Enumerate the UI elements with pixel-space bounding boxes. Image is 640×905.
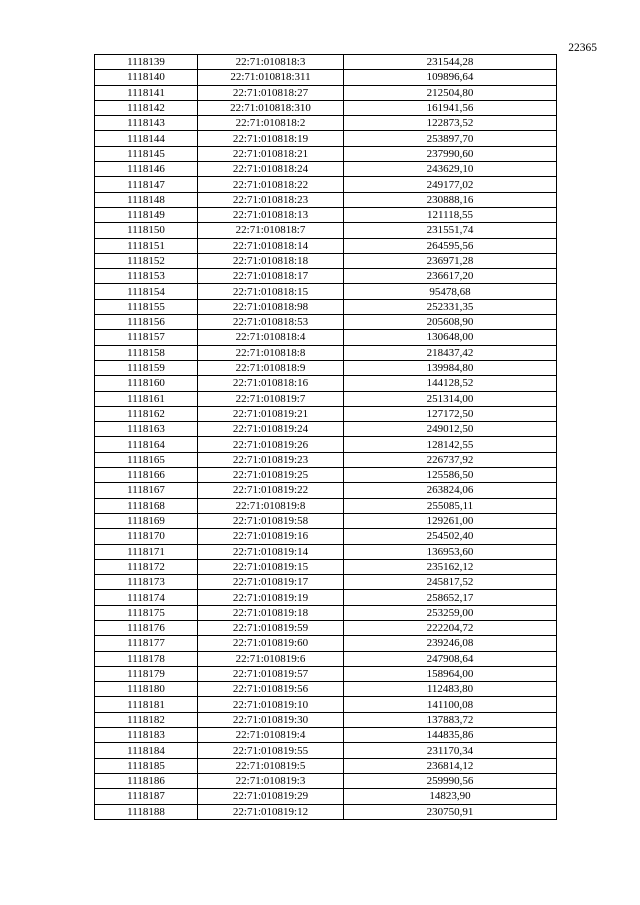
cadastral-number-cell: 22:71:010818:21 xyxy=(198,146,344,161)
table-row xyxy=(95,468,557,483)
table-row xyxy=(95,758,557,773)
table-row xyxy=(95,422,557,437)
row-number-cell: 1118151 xyxy=(95,238,198,253)
cadastral-value-cell: 254502,40 xyxy=(344,529,557,544)
row-number-cell: 1118166 xyxy=(95,468,198,483)
table-row xyxy=(95,712,557,727)
row-number-cell: 1118153 xyxy=(95,269,198,284)
row-number-cell: 1118161 xyxy=(95,391,198,406)
row-number-cell: 1118184 xyxy=(95,743,198,758)
row-number-cell: 1118185 xyxy=(95,758,198,773)
cadastral-value-cell: 130648,00 xyxy=(344,330,557,345)
row-number-cell: 1118144 xyxy=(95,131,198,146)
cadastral-number-cell: 22:71:010819:55 xyxy=(198,743,344,758)
cadastral-number-cell: 22:71:010819:4 xyxy=(198,728,344,743)
row-number-cell: 1118157 xyxy=(95,330,198,345)
cadastral-number-cell: 22:71:010818:98 xyxy=(198,299,344,314)
row-number-cell: 1118182 xyxy=(95,712,198,727)
cadastral-number-cell: 22:71:010819:58 xyxy=(198,513,344,528)
cadastral-value-cell: 158964,00 xyxy=(344,666,557,681)
cadastral-number-cell: 22:71:010818:15 xyxy=(198,284,344,299)
row-number-cell: 1118149 xyxy=(95,207,198,222)
table-row xyxy=(95,804,557,819)
table-row xyxy=(95,85,557,100)
table-row xyxy=(95,437,557,452)
cadastral-value-cell: 121118,55 xyxy=(344,207,557,222)
cadastral-value-cell: 235162,12 xyxy=(344,559,557,574)
cadastral-value-cell: 249177,02 xyxy=(344,177,557,192)
cadastral-number-cell: 22:71:010818:27 xyxy=(198,85,344,100)
table-row xyxy=(95,682,557,697)
row-number-cell: 1118187 xyxy=(95,789,198,804)
table-row xyxy=(95,636,557,651)
table-row xyxy=(95,177,557,192)
cadastral-number-cell: 22:71:010819:16 xyxy=(198,529,344,544)
cadastral-number-cell: 22:71:010819:14 xyxy=(198,544,344,559)
row-number-cell: 1118168 xyxy=(95,498,198,513)
cadastral-value-cell: 139984,80 xyxy=(344,360,557,375)
table-row xyxy=(95,544,557,559)
table-row xyxy=(95,529,557,544)
cadastral-value-cell: 122873,52 xyxy=(344,116,557,131)
cadastral-number-cell: 22:71:010819:25 xyxy=(198,468,344,483)
table-row xyxy=(95,391,557,406)
cadastral-number-cell: 22:71:010819:22 xyxy=(198,483,344,498)
cadastral-value-cell: 161941,56 xyxy=(344,100,557,115)
cadastral-number-cell: 22:71:010819:29 xyxy=(198,789,344,804)
table-row xyxy=(95,116,557,131)
table-row xyxy=(95,55,557,70)
cadastral-value-cell: 263824,06 xyxy=(344,483,557,498)
cadastral-number-cell: 22:71:010819:21 xyxy=(198,406,344,421)
cadastral-value-cell: 141100,08 xyxy=(344,697,557,712)
cadastral-number-cell: 22:71:010818:311 xyxy=(198,70,344,85)
page-number: 22365 xyxy=(568,42,597,54)
cadastral-number-cell: 22:71:010818:310 xyxy=(198,100,344,115)
row-number-cell: 1118186 xyxy=(95,773,198,788)
cadastral-number-cell: 22:71:010819:59 xyxy=(198,620,344,635)
cadastral-value-cell: 137883,72 xyxy=(344,712,557,727)
cadastral-number-cell: 22:71:010819:10 xyxy=(198,697,344,712)
cadastral-number-cell: 22:71:010818:19 xyxy=(198,131,344,146)
cadastral-number-cell: 22:71:010818:8 xyxy=(198,345,344,360)
table-row xyxy=(95,743,557,758)
row-number-cell: 1118146 xyxy=(95,162,198,177)
cadastral-value-cell: 247908,64 xyxy=(344,651,557,666)
row-number-cell: 1118164 xyxy=(95,437,198,452)
row-number-cell: 1118163 xyxy=(95,422,198,437)
row-number-cell: 1118139 xyxy=(95,55,198,70)
row-number-cell: 1118165 xyxy=(95,452,198,467)
table-row xyxy=(95,773,557,788)
cadastral-value-cell: 14823,90 xyxy=(344,789,557,804)
cadastral-value-cell: 239246,08 xyxy=(344,636,557,651)
row-number-cell: 1118142 xyxy=(95,100,198,115)
cadastral-value-cell: 237990,60 xyxy=(344,146,557,161)
cadastral-value-cell: 128142,55 xyxy=(344,437,557,452)
row-number-cell: 1118188 xyxy=(95,804,198,819)
row-number-cell: 1118170 xyxy=(95,529,198,544)
cadastral-number-cell: 22:71:010819:5 xyxy=(198,758,344,773)
cadastral-value-cell: 236971,28 xyxy=(344,253,557,268)
table-row xyxy=(95,131,557,146)
cadastral-number-cell: 22:71:010819:3 xyxy=(198,773,344,788)
row-number-cell: 1118178 xyxy=(95,651,198,666)
table-row xyxy=(95,100,557,115)
table-row xyxy=(95,789,557,804)
table-row xyxy=(95,697,557,712)
cadastral-value-cell: 230888,16 xyxy=(344,192,557,207)
table-row xyxy=(95,452,557,467)
table-row xyxy=(95,559,557,574)
row-number-cell: 1118154 xyxy=(95,284,198,299)
table-row xyxy=(95,575,557,590)
row-number-cell: 1118155 xyxy=(95,299,198,314)
row-number-cell: 1118141 xyxy=(95,85,198,100)
table-row xyxy=(95,238,557,253)
cadastral-number-cell: 22:71:010819:24 xyxy=(198,422,344,437)
cadastral-number-cell: 22:71:010819:15 xyxy=(198,559,344,574)
cadastral-value-cell: 218437,42 xyxy=(344,345,557,360)
table-row xyxy=(95,253,557,268)
row-number-cell: 1118159 xyxy=(95,360,198,375)
cadastral-value-cell: 264595,56 xyxy=(344,238,557,253)
cadastral-value-cell: 249012,50 xyxy=(344,422,557,437)
cadastral-value-cell: 212504,80 xyxy=(344,85,557,100)
cadastral-number-cell: 22:71:010819:8 xyxy=(198,498,344,513)
row-number-cell: 1118169 xyxy=(95,513,198,528)
cadastral-number-cell: 22:71:010818:53 xyxy=(198,315,344,330)
cadastral-number-cell: 22:71:010818:3 xyxy=(198,55,344,70)
cadastral-value-cell: 136953,60 xyxy=(344,544,557,559)
table-row xyxy=(95,483,557,498)
cadastral-value-cell: 243629,10 xyxy=(344,162,557,177)
row-number-cell: 1118148 xyxy=(95,192,198,207)
cadastral-value-cell: 144835,86 xyxy=(344,728,557,743)
table-row xyxy=(95,376,557,391)
cadastral-value-cell: 129261,00 xyxy=(344,513,557,528)
row-number-cell: 1118174 xyxy=(95,590,198,605)
table-row xyxy=(95,620,557,635)
cadastral-value-cell: 253897,70 xyxy=(344,131,557,146)
table-row xyxy=(95,269,557,284)
row-number-cell: 1118145 xyxy=(95,146,198,161)
cadastral-number-cell: 22:71:010819:6 xyxy=(198,651,344,666)
row-number-cell: 1118156 xyxy=(95,315,198,330)
table-row xyxy=(95,284,557,299)
table-row xyxy=(95,192,557,207)
table-row xyxy=(95,666,557,681)
cadastral-number-cell: 22:71:010818:23 xyxy=(198,192,344,207)
table-row xyxy=(95,360,557,375)
cadastral-value-cell: 231170,34 xyxy=(344,743,557,758)
row-number-cell: 1118147 xyxy=(95,177,198,192)
table-row xyxy=(95,330,557,345)
cadastral-value-cell: 205608,90 xyxy=(344,315,557,330)
row-number-cell: 1118181 xyxy=(95,697,198,712)
cadastral-value-cell: 236814,12 xyxy=(344,758,557,773)
table-row xyxy=(95,146,557,161)
row-number-cell: 1118180 xyxy=(95,682,198,697)
row-number-cell: 1118176 xyxy=(95,620,198,635)
row-number-cell: 1118162 xyxy=(95,406,198,421)
cadastral-value-cell: 95478,68 xyxy=(344,284,557,299)
cadastral-value-cell: 125586,50 xyxy=(344,468,557,483)
row-number-cell: 1118175 xyxy=(95,605,198,620)
row-number-cell: 1118143 xyxy=(95,116,198,131)
row-number-cell: 1118179 xyxy=(95,666,198,681)
cadastral-number-cell: 22:71:010818:9 xyxy=(198,360,344,375)
cadastral-value-cell: 252331,35 xyxy=(344,299,557,314)
cadastral-number-cell: 22:71:010818:24 xyxy=(198,162,344,177)
row-number-cell: 1118171 xyxy=(95,544,198,559)
table-row xyxy=(95,651,557,666)
cadastral-value-cell: 255085,11 xyxy=(344,498,557,513)
cadastral-number-cell: 22:71:010819:18 xyxy=(198,605,344,620)
cadastral-number-cell: 22:71:010819:30 xyxy=(198,712,344,727)
row-number-cell: 1118160 xyxy=(95,376,198,391)
cadastral-number-cell: 22:71:010819:56 xyxy=(198,682,344,697)
table-row xyxy=(95,299,557,314)
cadastral-value-cell: 112483,80 xyxy=(344,682,557,697)
cadastral-number-cell: 22:71:010819:26 xyxy=(198,437,344,452)
cadastral-value-cell: 253259,00 xyxy=(344,605,557,620)
cadastral-value-cell: 245817,52 xyxy=(344,575,557,590)
cadastral-value-cell: 259990,56 xyxy=(344,773,557,788)
table-row xyxy=(95,223,557,238)
row-number-cell: 1118173 xyxy=(95,575,198,590)
cadastral-number-cell: 22:71:010819:17 xyxy=(198,575,344,590)
table-row xyxy=(95,162,557,177)
row-number-cell: 1118158 xyxy=(95,345,198,360)
cadastral-number-cell: 22:71:010818:13 xyxy=(198,207,344,222)
row-number-cell: 1118140 xyxy=(95,70,198,85)
table-row xyxy=(95,315,557,330)
cadastral-number-cell: 22:71:010818:16 xyxy=(198,376,344,391)
row-number-cell: 1118150 xyxy=(95,223,198,238)
cadastral-value-cell: 236617,20 xyxy=(344,269,557,284)
row-number-cell: 1118172 xyxy=(95,559,198,574)
cadastral-value-cell: 109896,64 xyxy=(344,70,557,85)
cadastral-number-cell: 22:71:010818:22 xyxy=(198,177,344,192)
table-row xyxy=(95,728,557,743)
cadastral-value-cell: 231551,74 xyxy=(344,223,557,238)
cadastral-value-cell: 222204,72 xyxy=(344,620,557,635)
table-row xyxy=(95,513,557,528)
table-row xyxy=(95,605,557,620)
row-number-cell: 1118152 xyxy=(95,253,198,268)
cadastral-number-cell: 22:71:010819:7 xyxy=(198,391,344,406)
cadastral-number-cell: 22:71:010818:4 xyxy=(198,330,344,345)
table-row xyxy=(95,345,557,360)
cadastral-value-cell: 226737,92 xyxy=(344,452,557,467)
table-body xyxy=(95,55,557,820)
cadastral-number-cell: 22:71:010819:60 xyxy=(198,636,344,651)
cadastral-number-cell: 22:71:010819:19 xyxy=(198,590,344,605)
cadastral-number-cell: 22:71:010819:12 xyxy=(198,804,344,819)
cadastral-number-cell: 22:71:010819:57 xyxy=(198,666,344,681)
row-number-cell: 1118183 xyxy=(95,728,198,743)
cadastral-value-cell: 258652,17 xyxy=(344,590,557,605)
cadastral-value-cell: 251314,00 xyxy=(344,391,557,406)
cadastral-value-cell: 230750,91 xyxy=(344,804,557,819)
cadastral-number-cell: 22:71:010819:23 xyxy=(198,452,344,467)
row-number-cell: 1118167 xyxy=(95,483,198,498)
table-row xyxy=(95,590,557,605)
cadastral-value-table xyxy=(94,54,557,820)
table-row xyxy=(95,207,557,222)
cadastral-number-cell: 22:71:010818:18 xyxy=(198,253,344,268)
cadastral-number-cell: 22:71:010818:14 xyxy=(198,238,344,253)
cadastral-value-cell: 231544,28 xyxy=(344,55,557,70)
table-row xyxy=(95,70,557,85)
cadastral-value-cell: 127172,50 xyxy=(344,406,557,421)
cadastral-number-cell: 22:71:010818:7 xyxy=(198,223,344,238)
cadastral-number-cell: 22:71:010818:2 xyxy=(198,116,344,131)
table-row xyxy=(95,498,557,513)
row-number-cell: 1118177 xyxy=(95,636,198,651)
cadastral-number-cell: 22:71:010818:17 xyxy=(198,269,344,284)
cadastral-value-cell: 144128,52 xyxy=(344,376,557,391)
table-row xyxy=(95,406,557,421)
